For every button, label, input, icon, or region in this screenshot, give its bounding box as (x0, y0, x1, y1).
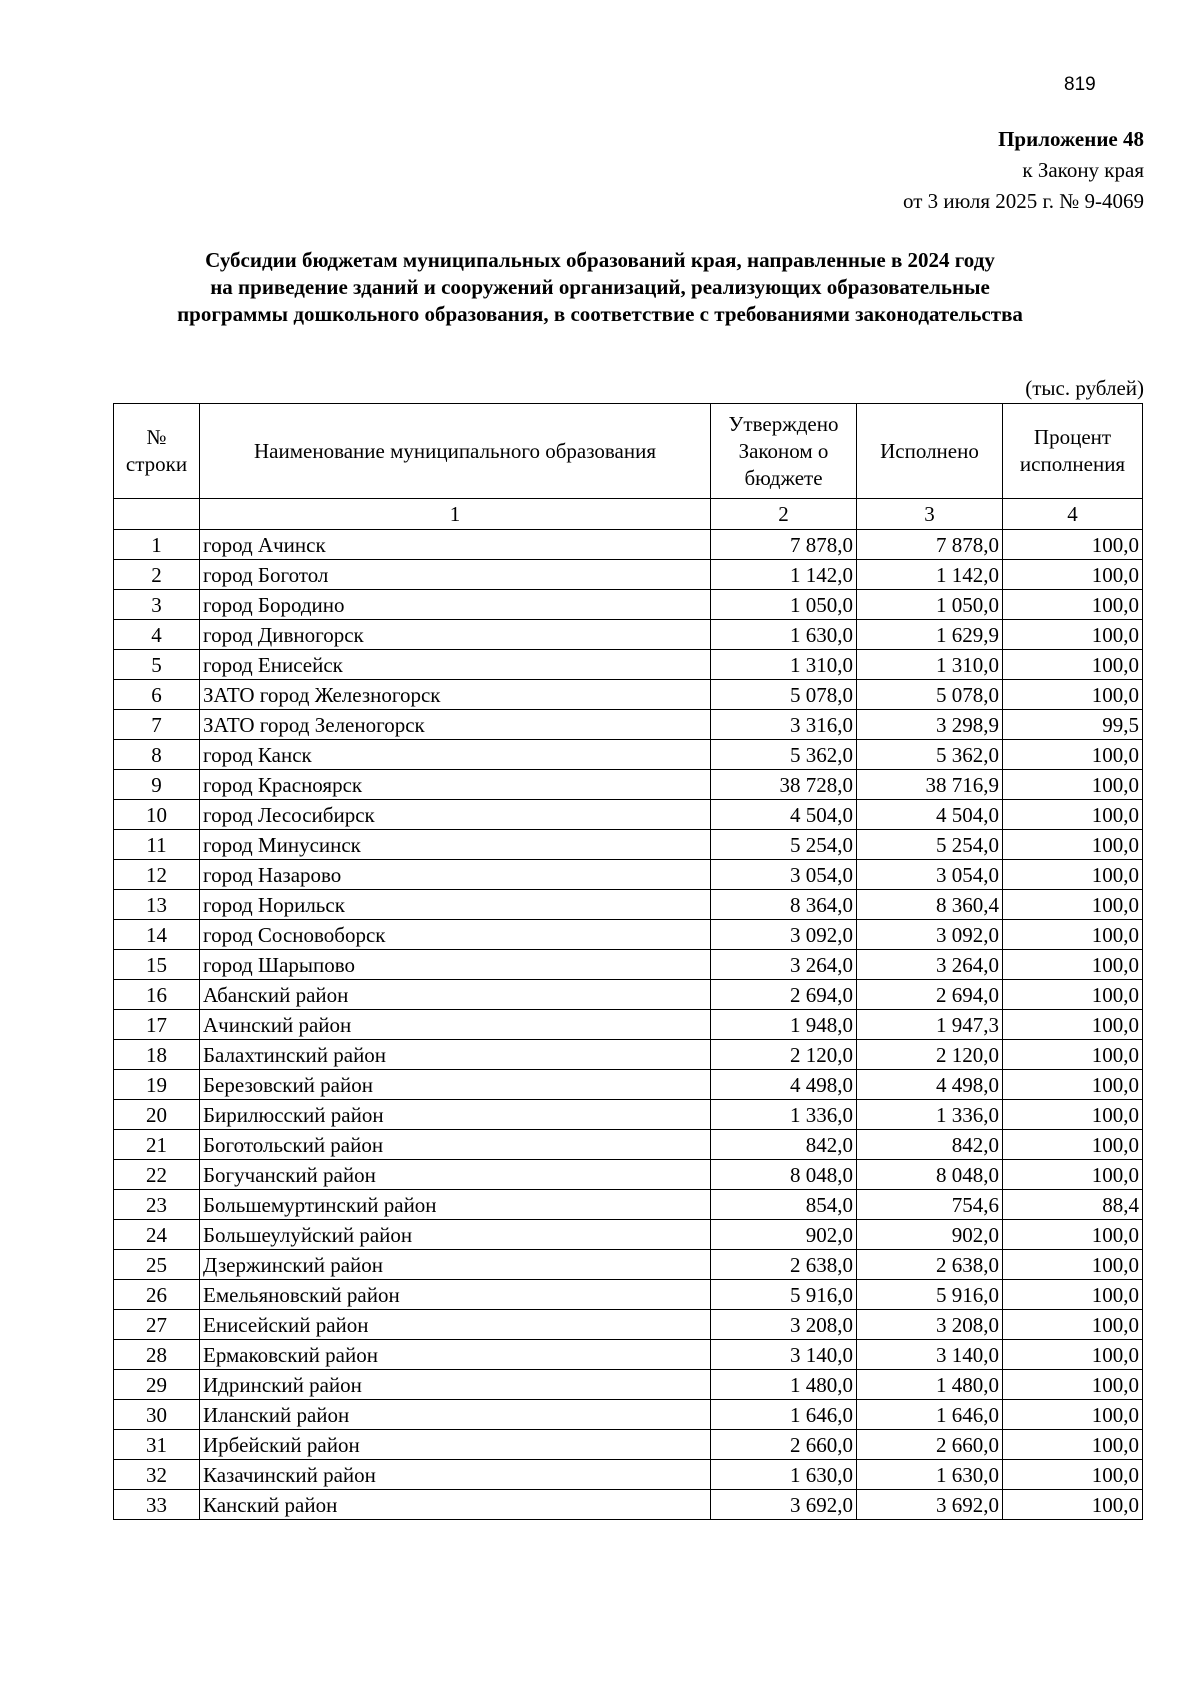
municipality-name-cell: Иланский район (200, 1400, 711, 1430)
table-header-row (114, 404, 1143, 499)
municipality-name-cell: город Канск (200, 740, 711, 770)
percent-cell: 100,0 (1003, 1310, 1143, 1340)
appendix-law-date: от 3 июля 2025 г. № 9-4069 (903, 189, 1144, 213)
row-number-cell: 1 (114, 530, 200, 560)
percent-cell: 100,0 (1003, 830, 1143, 860)
percent-cell: 100,0 (1003, 560, 1143, 590)
approved-amount-cell: 5 078,0 (711, 680, 857, 710)
table-row (114, 1370, 1143, 1400)
executed-amount-cell: 1 646,0 (857, 1400, 1003, 1430)
approved-amount-cell: 1 480,0 (711, 1370, 857, 1400)
percent-cell: 100,0 (1003, 1130, 1143, 1160)
table-row (114, 770, 1143, 800)
row-number-cell: 21 (114, 1130, 200, 1160)
executed-amount-cell: 5 362,0 (857, 740, 1003, 770)
executed-amount-cell: 4 498,0 (857, 1070, 1003, 1100)
executed-amount-cell: 3 140,0 (857, 1340, 1003, 1370)
approved-amount-cell: 2 120,0 (711, 1040, 857, 1070)
municipality-name-cell: город Красноярск (200, 770, 711, 800)
table-row (114, 1490, 1143, 1520)
table-row (114, 1220, 1143, 1250)
executed-amount-cell: 2 694,0 (857, 980, 1003, 1010)
executed-amount-cell: 5 916,0 (857, 1280, 1003, 1310)
municipality-name-cell: ЗАТО город Железногорск (200, 680, 711, 710)
percent-cell: 100,0 (1003, 1370, 1143, 1400)
table-row (114, 920, 1143, 950)
row-number-cell: 19 (114, 1070, 200, 1100)
percent-cell: 100,0 (1003, 1040, 1143, 1070)
approved-amount-cell: 3 054,0 (711, 860, 857, 890)
municipality-name-cell: город Енисейск (200, 650, 711, 680)
municipality-name-cell: Ирбейский район (200, 1430, 711, 1460)
table-row (114, 1340, 1143, 1370)
executed-amount-cell: 1 947,3 (857, 1010, 1003, 1040)
subsidies-table (113, 403, 1143, 1520)
municipality-name-cell: город Минусинск (200, 830, 711, 860)
header-text: Законом о (738, 438, 829, 463)
percent-cell: 100,0 (1003, 980, 1143, 1010)
approved-amount-cell: 5 916,0 (711, 1280, 857, 1310)
approved-amount-cell: 5 254,0 (711, 830, 857, 860)
row-number-cell: 6 (114, 680, 200, 710)
municipality-name-cell: город Норильск (200, 890, 711, 920)
approved-amount-cell: 1 336,0 (711, 1100, 857, 1130)
row-number-cell: 9 (114, 770, 200, 800)
executed-amount-cell: 1 310,0 (857, 650, 1003, 680)
municipality-name-cell: Бирилюсский район (200, 1100, 711, 1130)
table-row (114, 830, 1143, 860)
approved-amount-cell: 1 630,0 (711, 620, 857, 650)
table-row (114, 1100, 1143, 1130)
row-number-cell: 33 (114, 1490, 200, 1520)
table-row (114, 1250, 1143, 1280)
row-number-cell: 12 (114, 860, 200, 890)
table-row (114, 1130, 1143, 1160)
row-number-cell: 22 (114, 1160, 200, 1190)
percent-cell: 100,0 (1003, 1280, 1143, 1310)
executed-amount-cell: 8 360,4 (857, 890, 1003, 920)
approved-amount-cell: 3 208,0 (711, 1310, 857, 1340)
municipality-name-cell: Ачинский район (200, 1010, 711, 1040)
executed-amount-cell: 2 638,0 (857, 1250, 1003, 1280)
executed-amount-cell: 3 264,0 (857, 950, 1003, 980)
row-number-cell: 30 (114, 1400, 200, 1430)
approved-amount-cell: 3 264,0 (711, 950, 857, 980)
appendix-title: Приложение 48 (998, 127, 1144, 151)
approved-amount-cell: 854,0 (711, 1190, 857, 1220)
percent-cell: 100,0 (1003, 620, 1143, 650)
executed-amount-cell: 1 630,0 (857, 1460, 1003, 1490)
table-row (114, 980, 1143, 1010)
document-title-line: на приведение зданий и сооружений организаций, реализующих образовательные (210, 275, 990, 299)
municipality-name-cell: Березовский район (200, 1070, 711, 1100)
executed-amount-cell: 2 120,0 (857, 1040, 1003, 1070)
table-row (114, 650, 1143, 680)
column-number-cell: 3 (857, 499, 1003, 530)
document-title-line: программы дошкольного образования, в соответствие с требованиями законодательства (177, 302, 1023, 326)
header-text: Утверждено (728, 411, 839, 436)
approved-amount-cell: 3 092,0 (711, 920, 857, 950)
municipality-name-cell: Дзержинский район (200, 1250, 711, 1280)
municipality-name-cell: Енисейский район (200, 1310, 711, 1340)
executed-amount-cell: 3 298,9 (857, 710, 1003, 740)
executed-amount-cell: 4 504,0 (857, 800, 1003, 830)
column-number-cell: 4 (1003, 499, 1143, 530)
appendix-law-ref: к Закону края (1022, 158, 1144, 182)
executed-amount-cell: 5 078,0 (857, 680, 1003, 710)
approved-amount-cell: 1 310,0 (711, 650, 857, 680)
table-row (114, 1160, 1143, 1190)
column-number-row (114, 499, 1143, 530)
row-number-cell: 25 (114, 1250, 200, 1280)
table-row (114, 560, 1143, 590)
header-text: Процент (1033, 425, 1112, 449)
row-number-cell: 4 (114, 620, 200, 650)
municipality-name-cell: Ермаковский район (200, 1340, 711, 1370)
table-row (114, 950, 1143, 980)
municipality-name-cell: город Сосновоборск (200, 920, 711, 950)
percent-cell: 100,0 (1003, 1100, 1143, 1130)
row-number-cell: 23 (114, 1190, 200, 1220)
approved-amount-cell: 902,0 (711, 1220, 857, 1250)
document-title (80, 247, 1120, 328)
percent-cell: 100,0 (1003, 920, 1143, 950)
header-row-number (114, 404, 200, 499)
table-row (114, 740, 1143, 770)
approved-amount-cell: 3 140,0 (711, 1340, 857, 1370)
percent-cell: 100,0 (1003, 1340, 1143, 1370)
approved-amount-cell: 1 630,0 (711, 1460, 857, 1490)
row-number-cell: 20 (114, 1100, 200, 1130)
approved-amount-cell: 4 498,0 (711, 1070, 857, 1100)
percent-cell: 100,0 (1003, 1010, 1143, 1040)
percent-cell: 88,4 (1003, 1190, 1143, 1220)
appendix-block (903, 124, 1144, 217)
page-number: 819 (1064, 74, 1096, 95)
row-number-cell: 14 (114, 920, 200, 950)
executed-amount-cell: 38 716,9 (857, 770, 1003, 800)
row-number-cell: 17 (114, 1010, 200, 1040)
approved-amount-cell: 842,0 (711, 1130, 857, 1160)
row-number-cell: 8 (114, 740, 200, 770)
table-row (114, 1460, 1143, 1490)
document-title-line: Субсидии бюджетам муниципальных образований края, направленные в 2024 году (205, 248, 995, 272)
approved-amount-cell: 2 660,0 (711, 1430, 857, 1460)
approved-amount-cell: 4 504,0 (711, 800, 857, 830)
column-number-cell: 1 (200, 499, 711, 530)
approved-amount-cell: 8 364,0 (711, 890, 857, 920)
municipality-name-cell: Емельяновский район (200, 1280, 711, 1310)
percent-cell: 100,0 (1003, 890, 1143, 920)
approved-amount-cell: 5 362,0 (711, 740, 857, 770)
municipality-name-cell: Идринский район (200, 1370, 711, 1400)
percent-cell: 100,0 (1003, 1460, 1143, 1490)
executed-amount-cell: 1 629,9 (857, 620, 1003, 650)
executed-amount-cell: 2 660,0 (857, 1430, 1003, 1460)
approved-amount-cell: 1 142,0 (711, 560, 857, 590)
executed-amount-cell: 3 054,0 (857, 860, 1003, 890)
table-row (114, 620, 1143, 650)
header-percent (1003, 404, 1143, 499)
approved-amount-cell: 3 316,0 (711, 710, 857, 740)
percent-cell: 100,0 (1003, 1250, 1143, 1280)
executed-amount-cell: 1 480,0 (857, 1370, 1003, 1400)
table-row (114, 890, 1143, 920)
percent-cell: 100,0 (1003, 950, 1143, 980)
approved-amount-cell: 7 878,0 (711, 530, 857, 560)
row-number-cell: 24 (114, 1220, 200, 1250)
executed-amount-cell: 3 208,0 (857, 1310, 1003, 1340)
municipality-name-cell: город Лесосибирск (200, 800, 711, 830)
municipality-name-cell: Большемуртинский район (200, 1190, 711, 1220)
row-number-cell: 2 (114, 560, 200, 590)
municipality-name-cell: город Бородино (200, 590, 711, 620)
table-row (114, 1070, 1143, 1100)
column-number-cell: 2 (711, 499, 857, 530)
percent-cell: 100,0 (1003, 1160, 1143, 1190)
row-number-cell: 18 (114, 1040, 200, 1070)
column-number-cell (114, 499, 200, 530)
executed-amount-cell: 3 692,0 (857, 1490, 1003, 1520)
executed-amount-cell: 842,0 (857, 1130, 1003, 1160)
municipality-name-cell: Большеулуйский район (200, 1220, 711, 1250)
percent-cell: 100,0 (1003, 650, 1143, 680)
row-number-cell: 28 (114, 1340, 200, 1370)
row-number-cell: 13 (114, 890, 200, 920)
table-row (114, 680, 1143, 710)
table-row (114, 1310, 1143, 1340)
table-row (114, 1430, 1143, 1460)
municipality-name-cell: Казачинский район (200, 1460, 711, 1490)
percent-cell: 100,0 (1003, 800, 1143, 830)
table-row (114, 860, 1143, 890)
percent-cell: 100,0 (1003, 860, 1143, 890)
executed-amount-cell: 3 092,0 (857, 920, 1003, 950)
table-row (114, 1190, 1143, 1220)
row-number-cell: 27 (114, 1310, 200, 1340)
row-number-cell: 10 (114, 800, 200, 830)
row-number-cell: 29 (114, 1370, 200, 1400)
approved-amount-cell: 1 948,0 (711, 1010, 857, 1040)
executed-amount-cell: 5 254,0 (857, 830, 1003, 860)
municipality-name-cell: город Назарово (200, 860, 711, 890)
table-row (114, 1280, 1143, 1310)
units-label: (тыс. рублей) (1025, 376, 1144, 400)
percent-cell: 100,0 (1003, 1400, 1143, 1430)
header-text: бюджете (744, 465, 823, 490)
municipality-name-cell: Канский район (200, 1490, 711, 1520)
executed-amount-cell: 1 142,0 (857, 560, 1003, 590)
table-row (114, 710, 1143, 740)
header-text: исполнения (1019, 452, 1126, 476)
table-row (114, 530, 1143, 560)
table-row (114, 800, 1143, 830)
header-text: строки (125, 452, 188, 476)
row-number-cell: 31 (114, 1430, 200, 1460)
table-row (114, 1040, 1143, 1070)
header-approved (711, 404, 857, 499)
percent-cell: 100,0 (1003, 1430, 1143, 1460)
row-number-cell: 16 (114, 980, 200, 1010)
executed-amount-cell: 1 050,0 (857, 590, 1003, 620)
percent-cell: 100,0 (1003, 770, 1143, 800)
percent-cell: 100,0 (1003, 1220, 1143, 1250)
approved-amount-cell: 38 728,0 (711, 770, 857, 800)
table-row (114, 590, 1143, 620)
municipality-name-cell: Боготольский район (200, 1130, 711, 1160)
municipality-name-cell: город Шарыпово (200, 950, 711, 980)
municipality-name-cell: Абанский район (200, 980, 711, 1010)
row-number-cell: 5 (114, 650, 200, 680)
table-row (114, 1010, 1143, 1040)
approved-amount-cell: 1 646,0 (711, 1400, 857, 1430)
executed-amount-cell: 8 048,0 (857, 1160, 1003, 1190)
row-number-cell: 26 (114, 1280, 200, 1310)
percent-cell: 100,0 (1003, 1490, 1143, 1520)
municipality-name-cell: Богучанский район (200, 1160, 711, 1190)
municipality-name-cell: город Боготол (200, 560, 711, 590)
percent-cell: 100,0 (1003, 590, 1143, 620)
row-number-cell: 11 (114, 830, 200, 860)
percent-cell: 100,0 (1003, 1070, 1143, 1100)
approved-amount-cell: 2 694,0 (711, 980, 857, 1010)
municipality-name-cell: ЗАТО город Зеленогорск (200, 710, 711, 740)
header-municipality-name: Наименование муниципального образования (200, 404, 711, 499)
approved-amount-cell: 3 692,0 (711, 1490, 857, 1520)
row-number-cell: 32 (114, 1460, 200, 1490)
row-number-cell: 15 (114, 950, 200, 980)
percent-cell: 99,5 (1003, 710, 1143, 740)
table-row (114, 1400, 1143, 1430)
header-text: № (146, 425, 167, 449)
approved-amount-cell: 2 638,0 (711, 1250, 857, 1280)
percent-cell: 100,0 (1003, 530, 1143, 560)
approved-amount-cell: 1 050,0 (711, 590, 857, 620)
executed-amount-cell: 7 878,0 (857, 530, 1003, 560)
municipality-name-cell: город Ачинск (200, 530, 711, 560)
row-number-cell: 3 (114, 590, 200, 620)
header-executed: Исполнено (857, 404, 1003, 499)
percent-cell: 100,0 (1003, 680, 1143, 710)
executed-amount-cell: 754,6 (857, 1190, 1003, 1220)
executed-amount-cell: 1 336,0 (857, 1100, 1003, 1130)
executed-amount-cell: 902,0 (857, 1220, 1003, 1250)
row-number-cell: 7 (114, 710, 200, 740)
approved-amount-cell: 8 048,0 (711, 1160, 857, 1190)
percent-cell: 100,0 (1003, 740, 1143, 770)
municipality-name-cell: Балахтинский район (200, 1040, 711, 1070)
municipality-name-cell: город Дивногорск (200, 620, 711, 650)
